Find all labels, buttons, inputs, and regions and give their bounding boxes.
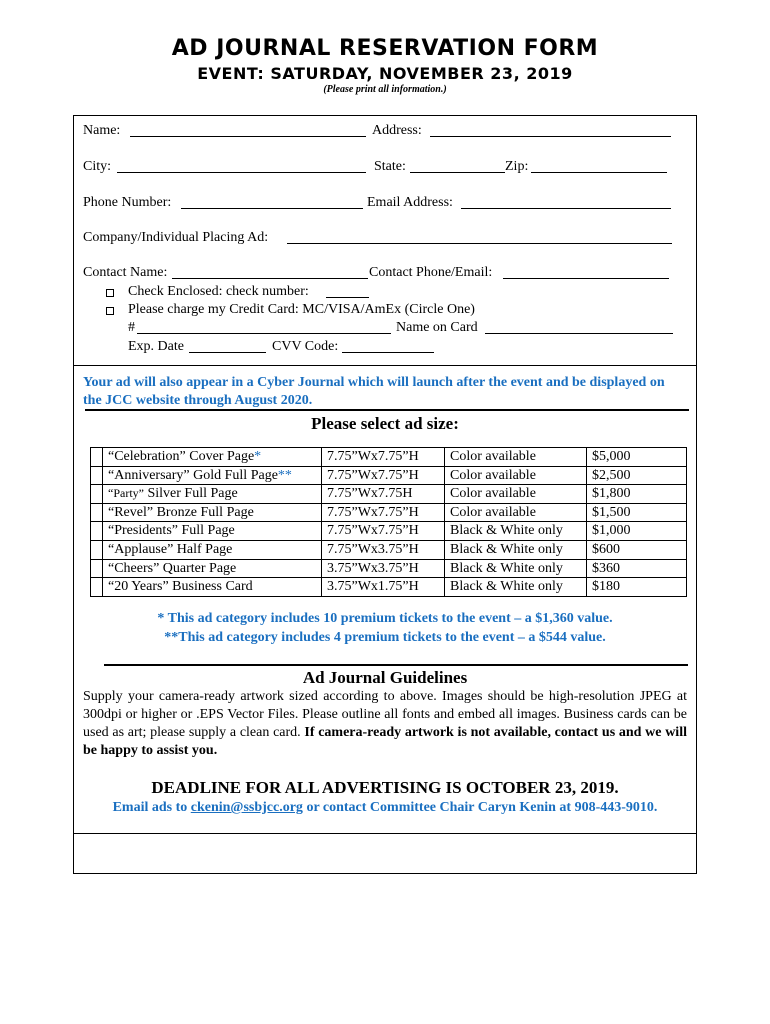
select-cell[interactable] bbox=[91, 485, 103, 504]
asterisk-mark: * bbox=[254, 449, 262, 464]
section-rule bbox=[85, 409, 689, 411]
ad-color: Black & White only bbox=[445, 540, 587, 559]
check-number-field[interactable] bbox=[326, 297, 369, 298]
table-row bbox=[91, 503, 687, 522]
ad-dimensions: 7.75”Wx7.75H bbox=[322, 485, 445, 504]
exp-date-field[interactable] bbox=[189, 352, 266, 353]
ad-name: “Presidents” Full Page bbox=[103, 522, 322, 541]
cyber-journal-notice: Your ad will also appear in a Cyber Journal which will launch after the event and be displayed on the JCC website through August 2020. bbox=[83, 375, 665, 408]
ad-dimensions: 7.75”Wx7.75”H bbox=[322, 522, 445, 541]
name-on-card-label: Name on Card bbox=[396, 320, 478, 335]
guidelines-body: Supply your camera-ready artwork sized according to above. Images should be high-resolution JPEG at 300dpi or higher or .EPS Vector Files. Please outline all fonts and embed all images. Business cards can be used as art; please supply a clean card. bbox=[83, 689, 687, 740]
credit-card-checkbox[interactable] bbox=[106, 307, 114, 315]
check-enclosed-label: Check Enclosed: check number: bbox=[128, 284, 309, 299]
ad-name: Silver Full Page bbox=[143, 486, 238, 502]
cvv-field[interactable] bbox=[342, 352, 434, 353]
ad-size-table bbox=[90, 447, 687, 597]
phone-label: Phone Number: bbox=[83, 195, 172, 210]
premium-note-2: **This ad category includes 4 premium tickets to the event – a $544 value. bbox=[164, 630, 606, 645]
table-row bbox=[91, 466, 687, 485]
ad-dimensions: 7.75”Wx3.75”H bbox=[322, 540, 445, 559]
zip-label: Zip: bbox=[505, 159, 529, 174]
email-instructions bbox=[0, 800, 770, 816]
phone-field[interactable] bbox=[181, 208, 363, 209]
name-label: Name: bbox=[83, 123, 121, 138]
guidelines-bold: If camera-ready artwork is not available, contact us and we will be happy to assist you. bbox=[83, 725, 687, 758]
ad-color: Color available bbox=[445, 485, 587, 504]
event-date: EVENT: SATURDAY, NOVEMBER 23, 2019 bbox=[197, 64, 573, 83]
ad-dimensions: 3.75”Wx1.75”H bbox=[322, 578, 445, 597]
ad-name-prefix: “Party” bbox=[108, 486, 144, 501]
zip-field[interactable] bbox=[531, 172, 667, 173]
exp-date-label: Exp. Date bbox=[128, 339, 184, 354]
table-row bbox=[91, 522, 687, 541]
ad-color: Black & White only bbox=[445, 559, 587, 578]
guidelines-text bbox=[83, 688, 687, 760]
email-prefix: Email ads to bbox=[112, 800, 191, 815]
ad-size-heading: Please select ad size: bbox=[311, 414, 459, 433]
contact-phone-field[interactable] bbox=[503, 278, 669, 279]
select-cell[interactable] bbox=[91, 448, 103, 467]
ad-dimensions: 7.75”Wx7.75”H bbox=[322, 466, 445, 485]
select-cell[interactable] bbox=[91, 503, 103, 522]
table-row bbox=[91, 559, 687, 578]
table-row bbox=[91, 485, 687, 504]
email-suffix: or contact Committee Chair Caryn Kenin at 908-443-9010. bbox=[302, 800, 658, 815]
table-row bbox=[91, 448, 687, 467]
ad-price: $360 bbox=[587, 559, 687, 578]
select-cell[interactable] bbox=[91, 559, 103, 578]
print-instruction: (Please print all information.) bbox=[323, 84, 447, 95]
section-divider bbox=[73, 365, 697, 366]
select-cell[interactable] bbox=[91, 466, 103, 485]
city-label: City: bbox=[83, 159, 112, 174]
table-row bbox=[91, 540, 687, 559]
ad-color: Color available bbox=[445, 503, 587, 522]
state-label: State: bbox=[374, 159, 406, 174]
ad-name: “Anniversary” Gold Full Page bbox=[108, 467, 278, 483]
company-label: Company/Individual Placing Ad: bbox=[83, 230, 269, 245]
address-label: Address: bbox=[372, 123, 422, 138]
ad-dimensions: 7.75”Wx7.75”H bbox=[322, 448, 445, 467]
ad-color: Color available bbox=[445, 466, 587, 485]
contact-name-label: Contact Name: bbox=[83, 265, 168, 280]
ad-dimensions: 7.75”Wx7.75”H bbox=[322, 503, 445, 522]
footer-divider bbox=[73, 833, 697, 834]
contact-name-field[interactable] bbox=[172, 278, 368, 279]
ad-name: “Revel” Bronze Full Page bbox=[103, 503, 322, 522]
deadline-notice: DEADLINE FOR ALL ADVERTISING IS OCTOBER 23, 2019. bbox=[151, 778, 619, 797]
ad-name: “Applause” Half Page bbox=[103, 540, 322, 559]
ad-price: $1,000 bbox=[587, 522, 687, 541]
name-field[interactable] bbox=[130, 136, 366, 137]
ad-price: $180 bbox=[587, 578, 687, 597]
card-number-label: # bbox=[128, 320, 135, 335]
guidelines-rule bbox=[104, 664, 688, 666]
select-cell[interactable] bbox=[91, 540, 103, 559]
select-cell[interactable] bbox=[91, 578, 103, 597]
state-field[interactable] bbox=[410, 172, 505, 173]
address-field[interactable] bbox=[430, 136, 671, 137]
contact-phone-label: Contact Phone/Email: bbox=[369, 265, 493, 280]
guidelines-heading: Ad Journal Guidelines bbox=[302, 668, 468, 687]
ad-dimensions: 3.75”Wx3.75”H bbox=[322, 559, 445, 578]
ad-price: $1,500 bbox=[587, 503, 687, 522]
company-field[interactable] bbox=[287, 243, 672, 244]
name-on-card-field[interactable] bbox=[485, 333, 673, 334]
credit-card-label: Please charge my Credit Card: MC/VISA/AmEx (Circle One) bbox=[128, 302, 475, 317]
city-field[interactable] bbox=[117, 172, 366, 173]
ad-price: $2,500 bbox=[587, 466, 687, 485]
ad-price: $1,800 bbox=[587, 485, 687, 504]
ad-price: $5,000 bbox=[587, 448, 687, 467]
email-label: Email Address: bbox=[367, 195, 453, 210]
ad-price: $600 bbox=[587, 540, 687, 559]
ad-name: “Celebration” Cover Page bbox=[108, 449, 255, 464]
form-title: AD JOURNAL RESERVATION FORM bbox=[171, 36, 599, 61]
ad-color: Color available bbox=[445, 448, 587, 467]
cvv-label: CVV Code: bbox=[272, 339, 339, 354]
email-field[interactable] bbox=[461, 208, 671, 209]
ad-name: “Cheers” Quarter Page bbox=[103, 559, 322, 578]
asterisk-mark: ** bbox=[277, 467, 292, 483]
ad-color: Black & White only bbox=[445, 522, 587, 541]
select-cell[interactable] bbox=[91, 522, 103, 541]
premium-note-1: * This ad category includes 10 premium tickets to the event – a $1,360 value. bbox=[157, 611, 613, 626]
table-row bbox=[91, 578, 687, 597]
card-number-field[interactable] bbox=[137, 333, 391, 334]
email-link[interactable]: ckenin@ssbjcc.org bbox=[190, 800, 303, 815]
ad-color: Black & White only bbox=[445, 578, 587, 597]
ad-name: “20 Years” Business Card bbox=[103, 578, 322, 597]
check-enclosed-checkbox[interactable] bbox=[106, 289, 114, 297]
